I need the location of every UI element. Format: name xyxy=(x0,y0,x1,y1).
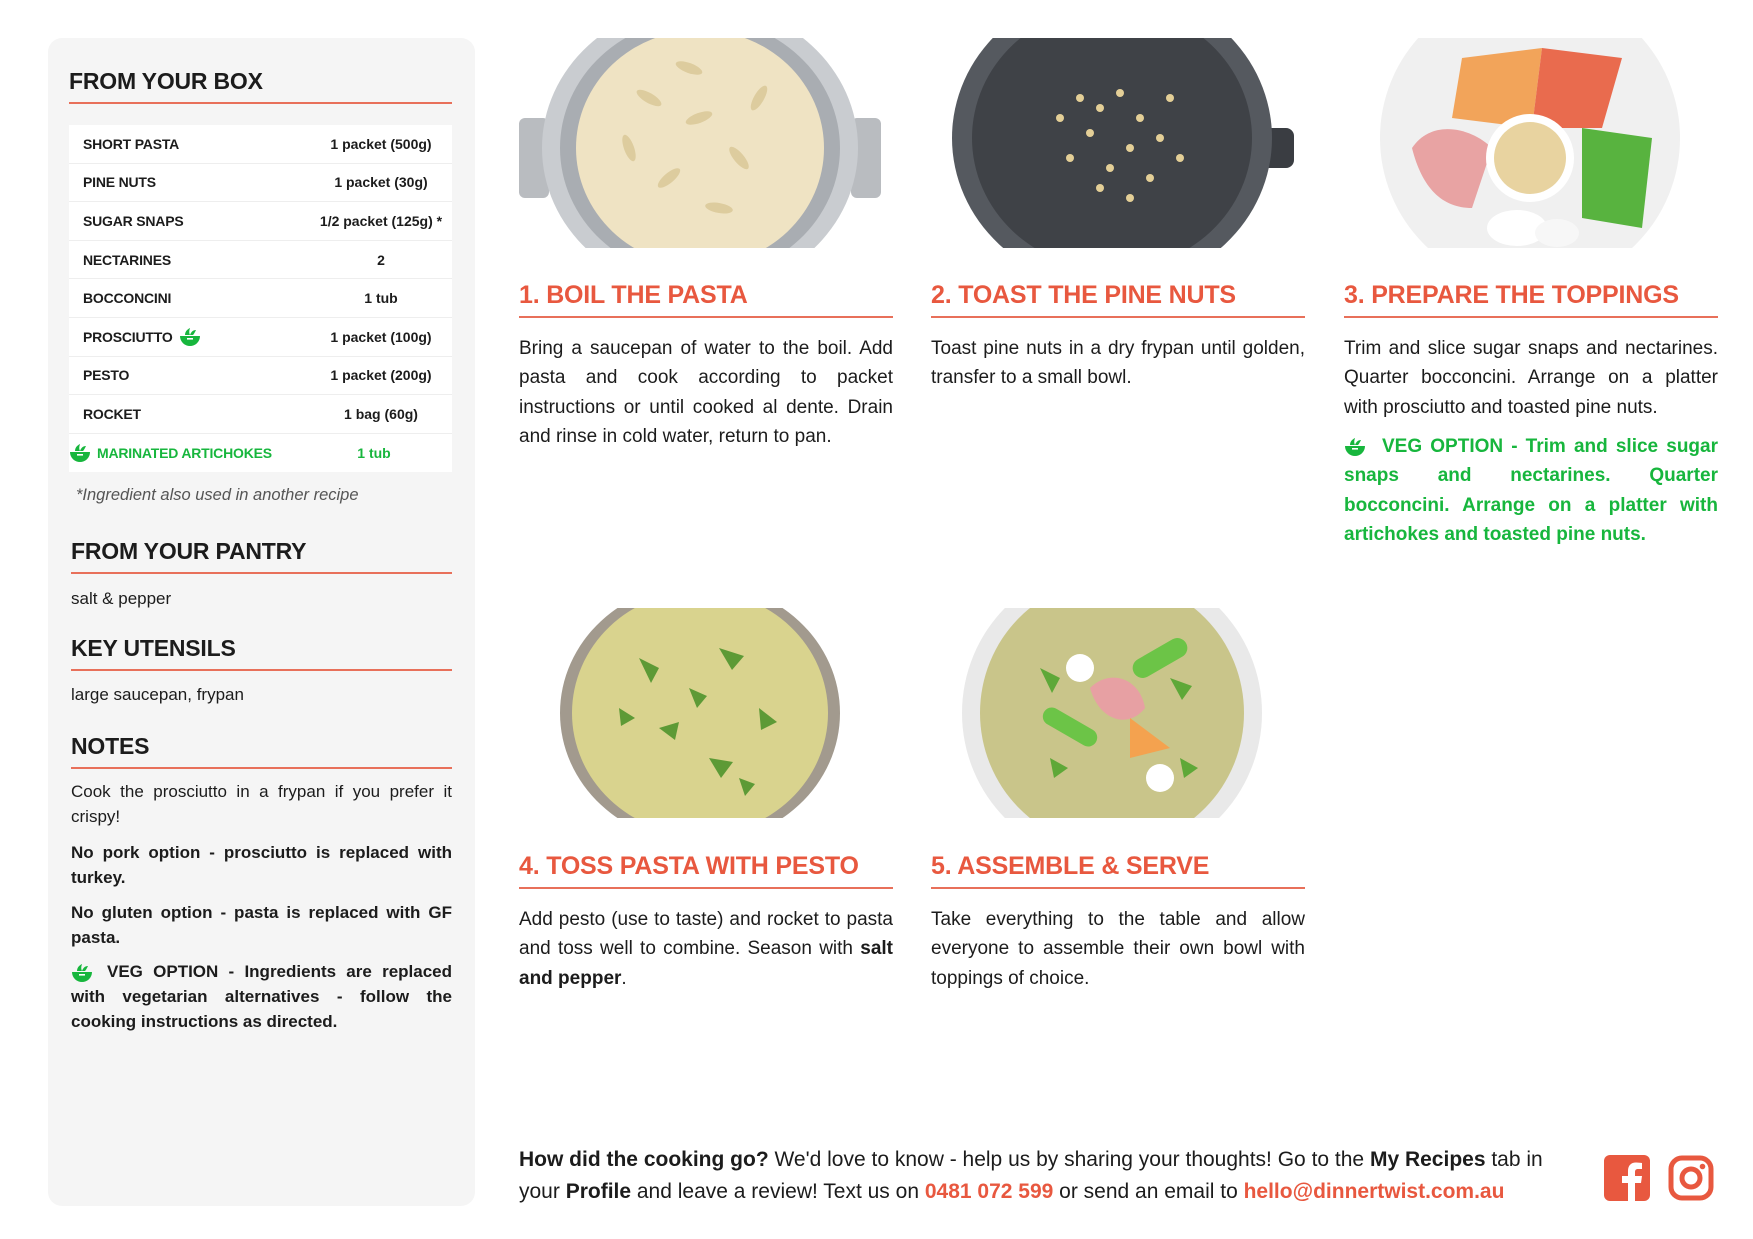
step-3-title: 3. PREPARE THE TOPPINGS xyxy=(1344,281,1718,318)
ingredient-qty: 2 xyxy=(377,251,385,268)
step-3-text: Trim and slice sugar snaps and nectarines. Quarter bocconcini. Arrange on a platter with prosciutto and toasted pine nuts. xyxy=(1344,338,1718,418)
key-utensils-heading: KEY UTENSILS xyxy=(71,635,452,671)
step-4-title: 4. TOSS PASTA WITH PESTO xyxy=(519,852,893,889)
ingredient-row xyxy=(69,164,452,203)
salad-bowl-icon xyxy=(1344,437,1366,457)
facebook-icon[interactable] xyxy=(1604,1155,1650,1201)
pesto-pasta-photo xyxy=(519,608,881,818)
salad-bowl-icon xyxy=(69,443,91,463)
ingredient-name: MARINATED ARTICHOKES xyxy=(97,445,272,462)
ingredient-name: NECTARINES xyxy=(83,251,171,268)
note-crispy: Cook the prosciutto in a frypan if you prefer it crispy! xyxy=(71,782,452,826)
ingredient-row xyxy=(69,241,452,280)
salad-bowl-icon xyxy=(71,963,93,983)
step-5-text: Take everything to the table and allow everyone to assemble their own bowl with toppings of choice. xyxy=(931,909,1305,989)
ingredient-name: PESTO xyxy=(83,367,130,384)
ingredient-qty: 1 packet (200g) xyxy=(330,367,432,384)
boiled-pasta-photo xyxy=(519,38,881,248)
step-1-title: 1. BOIL THE PASTA xyxy=(519,281,893,318)
profile-link[interactable]: Profile xyxy=(565,1179,632,1203)
ingredient-row xyxy=(69,279,452,318)
ingredient-name: PINE NUTS xyxy=(83,174,156,191)
ingredient-name: PROSCIUTTO xyxy=(83,328,173,345)
ingredient-name: BOCCONCINI xyxy=(83,290,172,307)
step-4-text: Add pesto (use to taste) and rocket to pasta and toss well to combine. Season with salt and pepper. xyxy=(519,909,893,989)
salad-bowl-icon xyxy=(179,327,201,347)
toppings-platter-photo xyxy=(1342,38,1718,248)
from-your-pantry-heading: FROM YOUR PANTRY xyxy=(71,538,452,574)
ingredient-name: SHORT PASTA xyxy=(83,135,180,152)
ingredient-row xyxy=(69,318,452,357)
ingredient-qty: 1 tub xyxy=(364,290,398,307)
ingredient-name-with-icon xyxy=(69,443,318,463)
pantry-text: salt & pepper xyxy=(71,589,172,608)
notes-heading: NOTES xyxy=(71,733,452,769)
ingredient-qty: 1 packet (500g) xyxy=(330,135,432,152)
feedback-message: How did the cooking go? We'd love to know - help us by sharing your thoughts! Go to the My Recipes tab in your Profile and leave a review! Text us on 0481 072 599 or send an email to hello@dinnertwist.com.au xyxy=(519,1148,1543,1203)
ingredients-sidebar xyxy=(48,38,475,1206)
ingredient-qty: 1/2 packet (125g) * xyxy=(319,212,443,229)
utensils-text: large saucepan, frypan xyxy=(71,685,244,704)
ingredient-qty: 1 tub xyxy=(357,445,391,462)
ingredient-row-veg xyxy=(69,434,452,473)
assembled-bowl-photo xyxy=(930,608,1294,818)
note-no-gluten: No gluten option - pasta is replaced with GF pasta. xyxy=(71,903,452,947)
phone-link[interactable]: 0481 072 599 xyxy=(924,1179,1054,1203)
from-your-box-heading: FROM YOUR BOX xyxy=(69,68,452,104)
ingredient-row xyxy=(69,125,452,164)
step-2-text: Toast pine nuts in a dry frypan until golden, transfer to a small bowl. xyxy=(931,338,1305,389)
email-link[interactable]: hello@dinnertwist.com.au xyxy=(1243,1179,1505,1203)
ingredient-row xyxy=(69,202,452,241)
ingredient-name: ROCKET xyxy=(83,405,141,422)
ingredient-name: SUGAR SNAPS xyxy=(83,212,184,229)
note-veg-option: VEG OPTION - Ingredients are replaced with vegetarian alternatives - follow the cooking instructions as directed. xyxy=(71,962,452,1031)
step-3-veg-option: VEG OPTION - Trim and slice sugar snaps and nectarines. Quarter bocconcini. Arrange on a platter with artichokes and toasted pine nuts. xyxy=(1344,436,1718,545)
ingredient-row xyxy=(69,357,452,396)
ingredient-name-with-icon xyxy=(83,327,318,347)
step-5-title: 5. ASSEMBLE & SERVE xyxy=(931,852,1305,889)
my-recipes-link[interactable]: My Recipes xyxy=(1369,1148,1486,1171)
ingredient-qty: 1 packet (100g) xyxy=(330,328,432,345)
note-no-pork: No pork option - prosciutto is replaced with turkey. xyxy=(71,843,452,887)
instagram-icon[interactable] xyxy=(1668,1155,1714,1201)
step-1-text: Bring a saucepan of water to the boil. Add pasta and cook according to packet instructions or until cooked al dente. Drain and rinse in cold water, return to pan. xyxy=(519,338,893,447)
ingredient-footnote: *Ingredient also used in another recipe xyxy=(76,486,359,504)
ingredient-qty: 1 packet (30g) xyxy=(334,174,428,191)
pine-nuts-frypan-photo xyxy=(930,38,1294,248)
ingredient-qty: 1 bag (60g) xyxy=(344,405,418,422)
step-2-title: 2. TOAST THE PINE NUTS xyxy=(931,281,1305,318)
ingredient-row xyxy=(69,395,452,434)
ingredients-table xyxy=(69,125,452,472)
